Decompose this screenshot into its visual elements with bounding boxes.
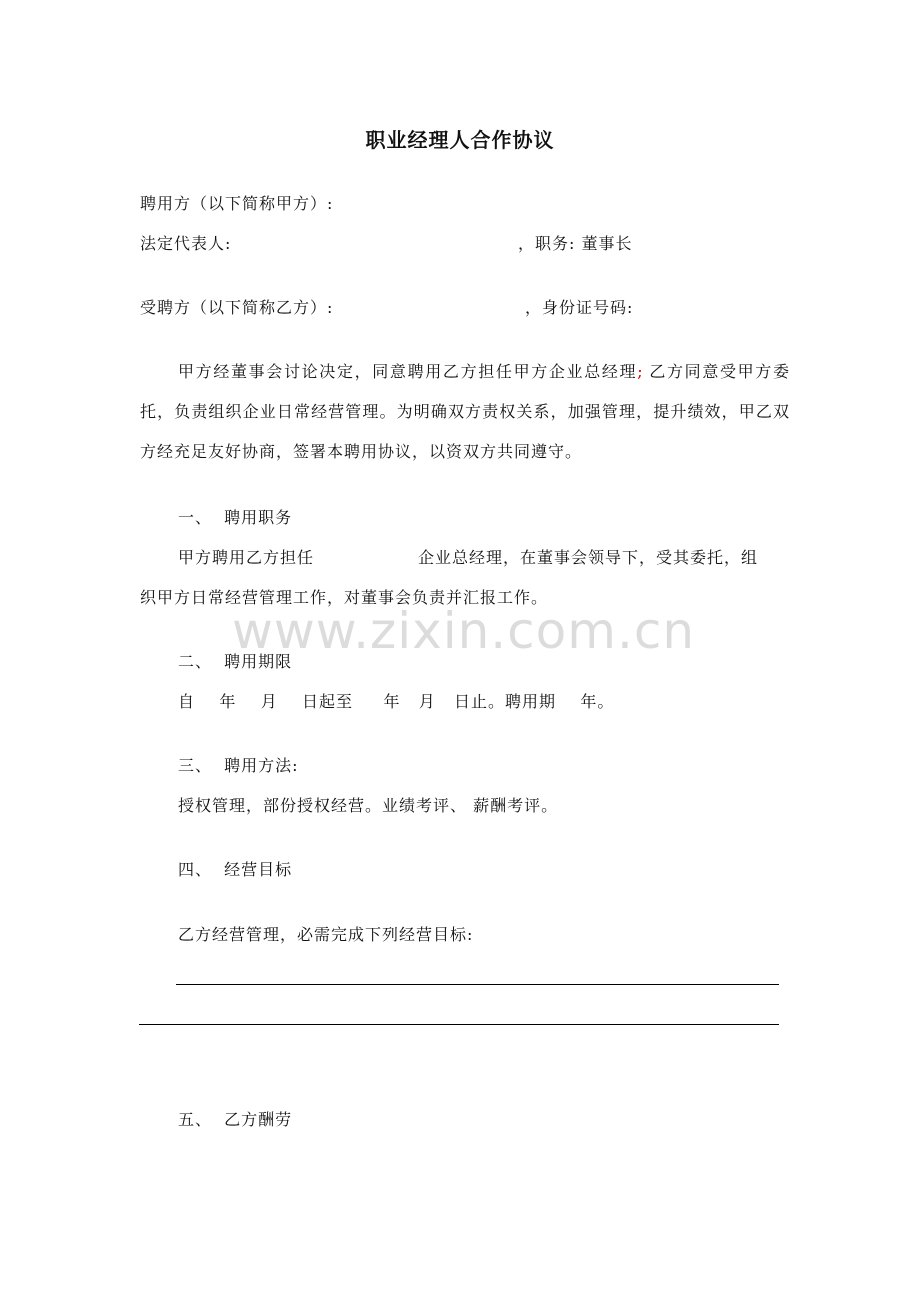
section-4-heading: 四、 经营目标 bbox=[178, 860, 293, 879]
legal-rep-label: 法定代表人: bbox=[140, 234, 232, 253]
position-label: ，职务: 董事长 bbox=[518, 234, 633, 253]
id-number-label: ，身份证号码: bbox=[525, 298, 634, 317]
employee-line: 受聘方（以下简称乙方）: bbox=[140, 298, 334, 317]
employer-line: 聘用方（以下简称甲方）: bbox=[140, 194, 334, 213]
blank-line-1 bbox=[176, 984, 779, 985]
section-1-heading: 一、 聘用职务 bbox=[178, 508, 293, 527]
intro-paragraph bbox=[140, 352, 790, 472]
section-2-text: 自 年 月 日起至 年 月 日止。聘用期 年。 bbox=[178, 692, 615, 711]
document-title: 职业经理人合作协议 bbox=[365, 128, 555, 152]
watermark: www.zixin.com.cn bbox=[232, 602, 696, 660]
blank-line-2 bbox=[139, 1024, 779, 1025]
intro-part-2: 乙方同意受甲方委托，负责组织企业日常经营管理。为明确双方责权关系，加强管理，提升绩效，甲乙双方经充足友好协商，签署本聘用协议，以资双方共同遵守。 bbox=[140, 362, 790, 461]
section-5-heading: 五、 乙方酬劳 bbox=[178, 1110, 293, 1129]
intro-semicolon: ; bbox=[637, 362, 644, 381]
section-3-text: 授权管理，部份授权经营。业绩考评、 薪酬考评。 bbox=[178, 796, 559, 815]
section-3-heading: 三、 聘用方法: bbox=[178, 756, 299, 775]
section-1-text-a: 甲方聘用乙方担任 bbox=[178, 548, 315, 567]
intro-part-1: 甲方经董事会讨论决定，同意聘用乙方担任甲方企业总经理 bbox=[178, 362, 638, 381]
section-2-heading: 二、 聘用期限 bbox=[178, 652, 293, 671]
section-4-text: 乙方经营管理，必需完成下列经营目标: bbox=[178, 925, 474, 944]
section-1-text-b: 企业总经理，在董事会领导下，受其委托，组 bbox=[418, 548, 759, 567]
section-1-text-c: 织甲方日常经营管理工作，对董事会负责并汇报工作。 bbox=[140, 588, 549, 607]
